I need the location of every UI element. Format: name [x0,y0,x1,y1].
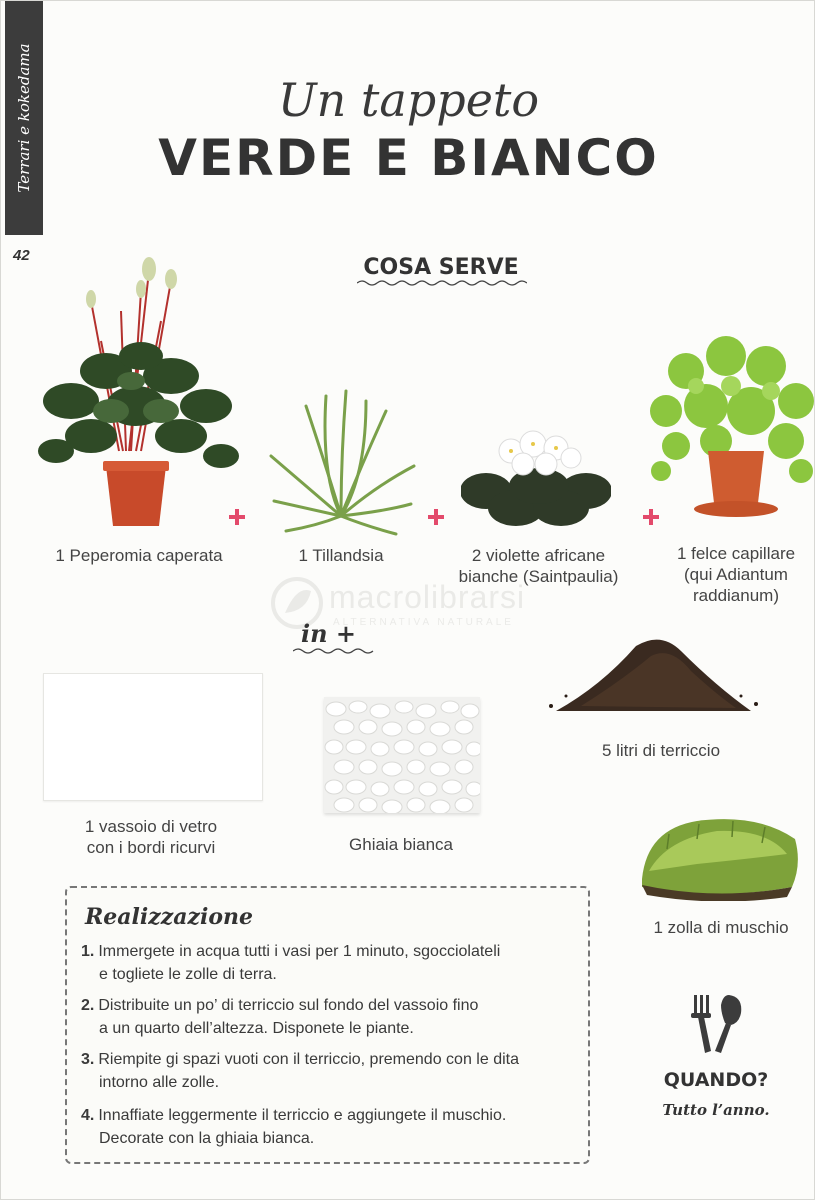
caption-text: 1 Peperomia caperata [55,546,223,565]
caption-line: con i bordi ricurvi [86,838,216,857]
watermark-brand: macrolibrarsi [329,579,526,615]
plus-icon [229,509,245,525]
step-number: 2. [81,997,95,1014]
step-line: Riempite gi spazi vuoti con il terriccio, premendo con le dita [98,1051,519,1068]
caption-tray [51,816,251,858]
fern-plant-image [646,331,815,526]
materials-heading: COSA SERVE [363,255,519,280]
instructions-title: Realizzazione [85,904,254,930]
gravel-pebbles [324,697,480,813]
step-number: 4. [81,1107,95,1124]
caption-soil [561,740,761,761]
glass-tray-image [43,673,263,801]
extras-heading: in + [301,619,357,648]
caption-line: 1 vassoio di vetro [84,817,218,836]
step-line: Immergete in acqua tutti i vasi per 1 minuto, sgocciolateli [98,943,501,960]
peperomia-plant-image [31,251,241,531]
white-gravel-image [324,697,480,813]
step-line: Decorate con la ghiaia bianca. [99,1130,315,1147]
caption-line: 2 violette africane [471,546,606,565]
title-script: Un tappeto [277,73,540,127]
page-title: VERDE E BIANCO [158,129,659,187]
heading-underline [357,279,527,287]
when-text: Tutto l’anno. [662,1101,770,1119]
instruction-step [81,994,581,1040]
step-line: Innaffiate leggermente il terriccio e aggiungete il muschio. [98,1107,507,1124]
caption-gravel [326,834,476,855]
moss-clump-image [637,809,802,901]
instruction-step [81,1048,581,1094]
caption-line: raddianum) [693,586,779,605]
step-line: Distribuite un po’ di terriccio sul fondo del vassoio fino [98,997,479,1014]
caption-text: 1 Tillandsia [298,546,384,565]
instruction-step [81,1104,581,1150]
plus-icon [428,509,444,525]
caption-line: (qui Adiantum [684,565,788,584]
step-number: 3. [81,1051,95,1068]
tillandsia-plant-image [266,386,416,536]
garden-tools-icon [677,993,749,1055]
soil-pile-image [541,626,761,721]
step-line: e togliete le zolle di terra. [99,966,277,983]
caption-line: 1 felce capillare [676,544,796,563]
step-line: intorno alle zolle. [99,1074,220,1091]
caption-moss [631,917,811,938]
step-number: 1. [81,943,95,960]
step-line: a un quarto dell’altezza. Disponete le piante. [99,1020,414,1037]
caption-text: Ghiaia bianca [349,835,453,854]
violet-plant-image [461,426,611,531]
caption-text: 1 zolla di muschio [653,918,789,937]
caption-tillandsia [281,545,401,566]
when-title: QUANDO? [663,1069,769,1091]
caption-fern [656,543,815,606]
extras-underline [293,647,375,655]
page-number: 42 [13,247,30,264]
instruction-step [81,940,581,986]
watermark-tagline: ALTERNATIVA NATURALE [333,617,514,628]
instructions-box [65,886,590,1164]
section-label: Terrari e kokedama [15,43,33,193]
caption-line: bianche (Saintpaulia) [458,567,619,586]
caption-peperomia [39,545,239,566]
caption-text: 5 litri di terriccio [601,741,721,760]
